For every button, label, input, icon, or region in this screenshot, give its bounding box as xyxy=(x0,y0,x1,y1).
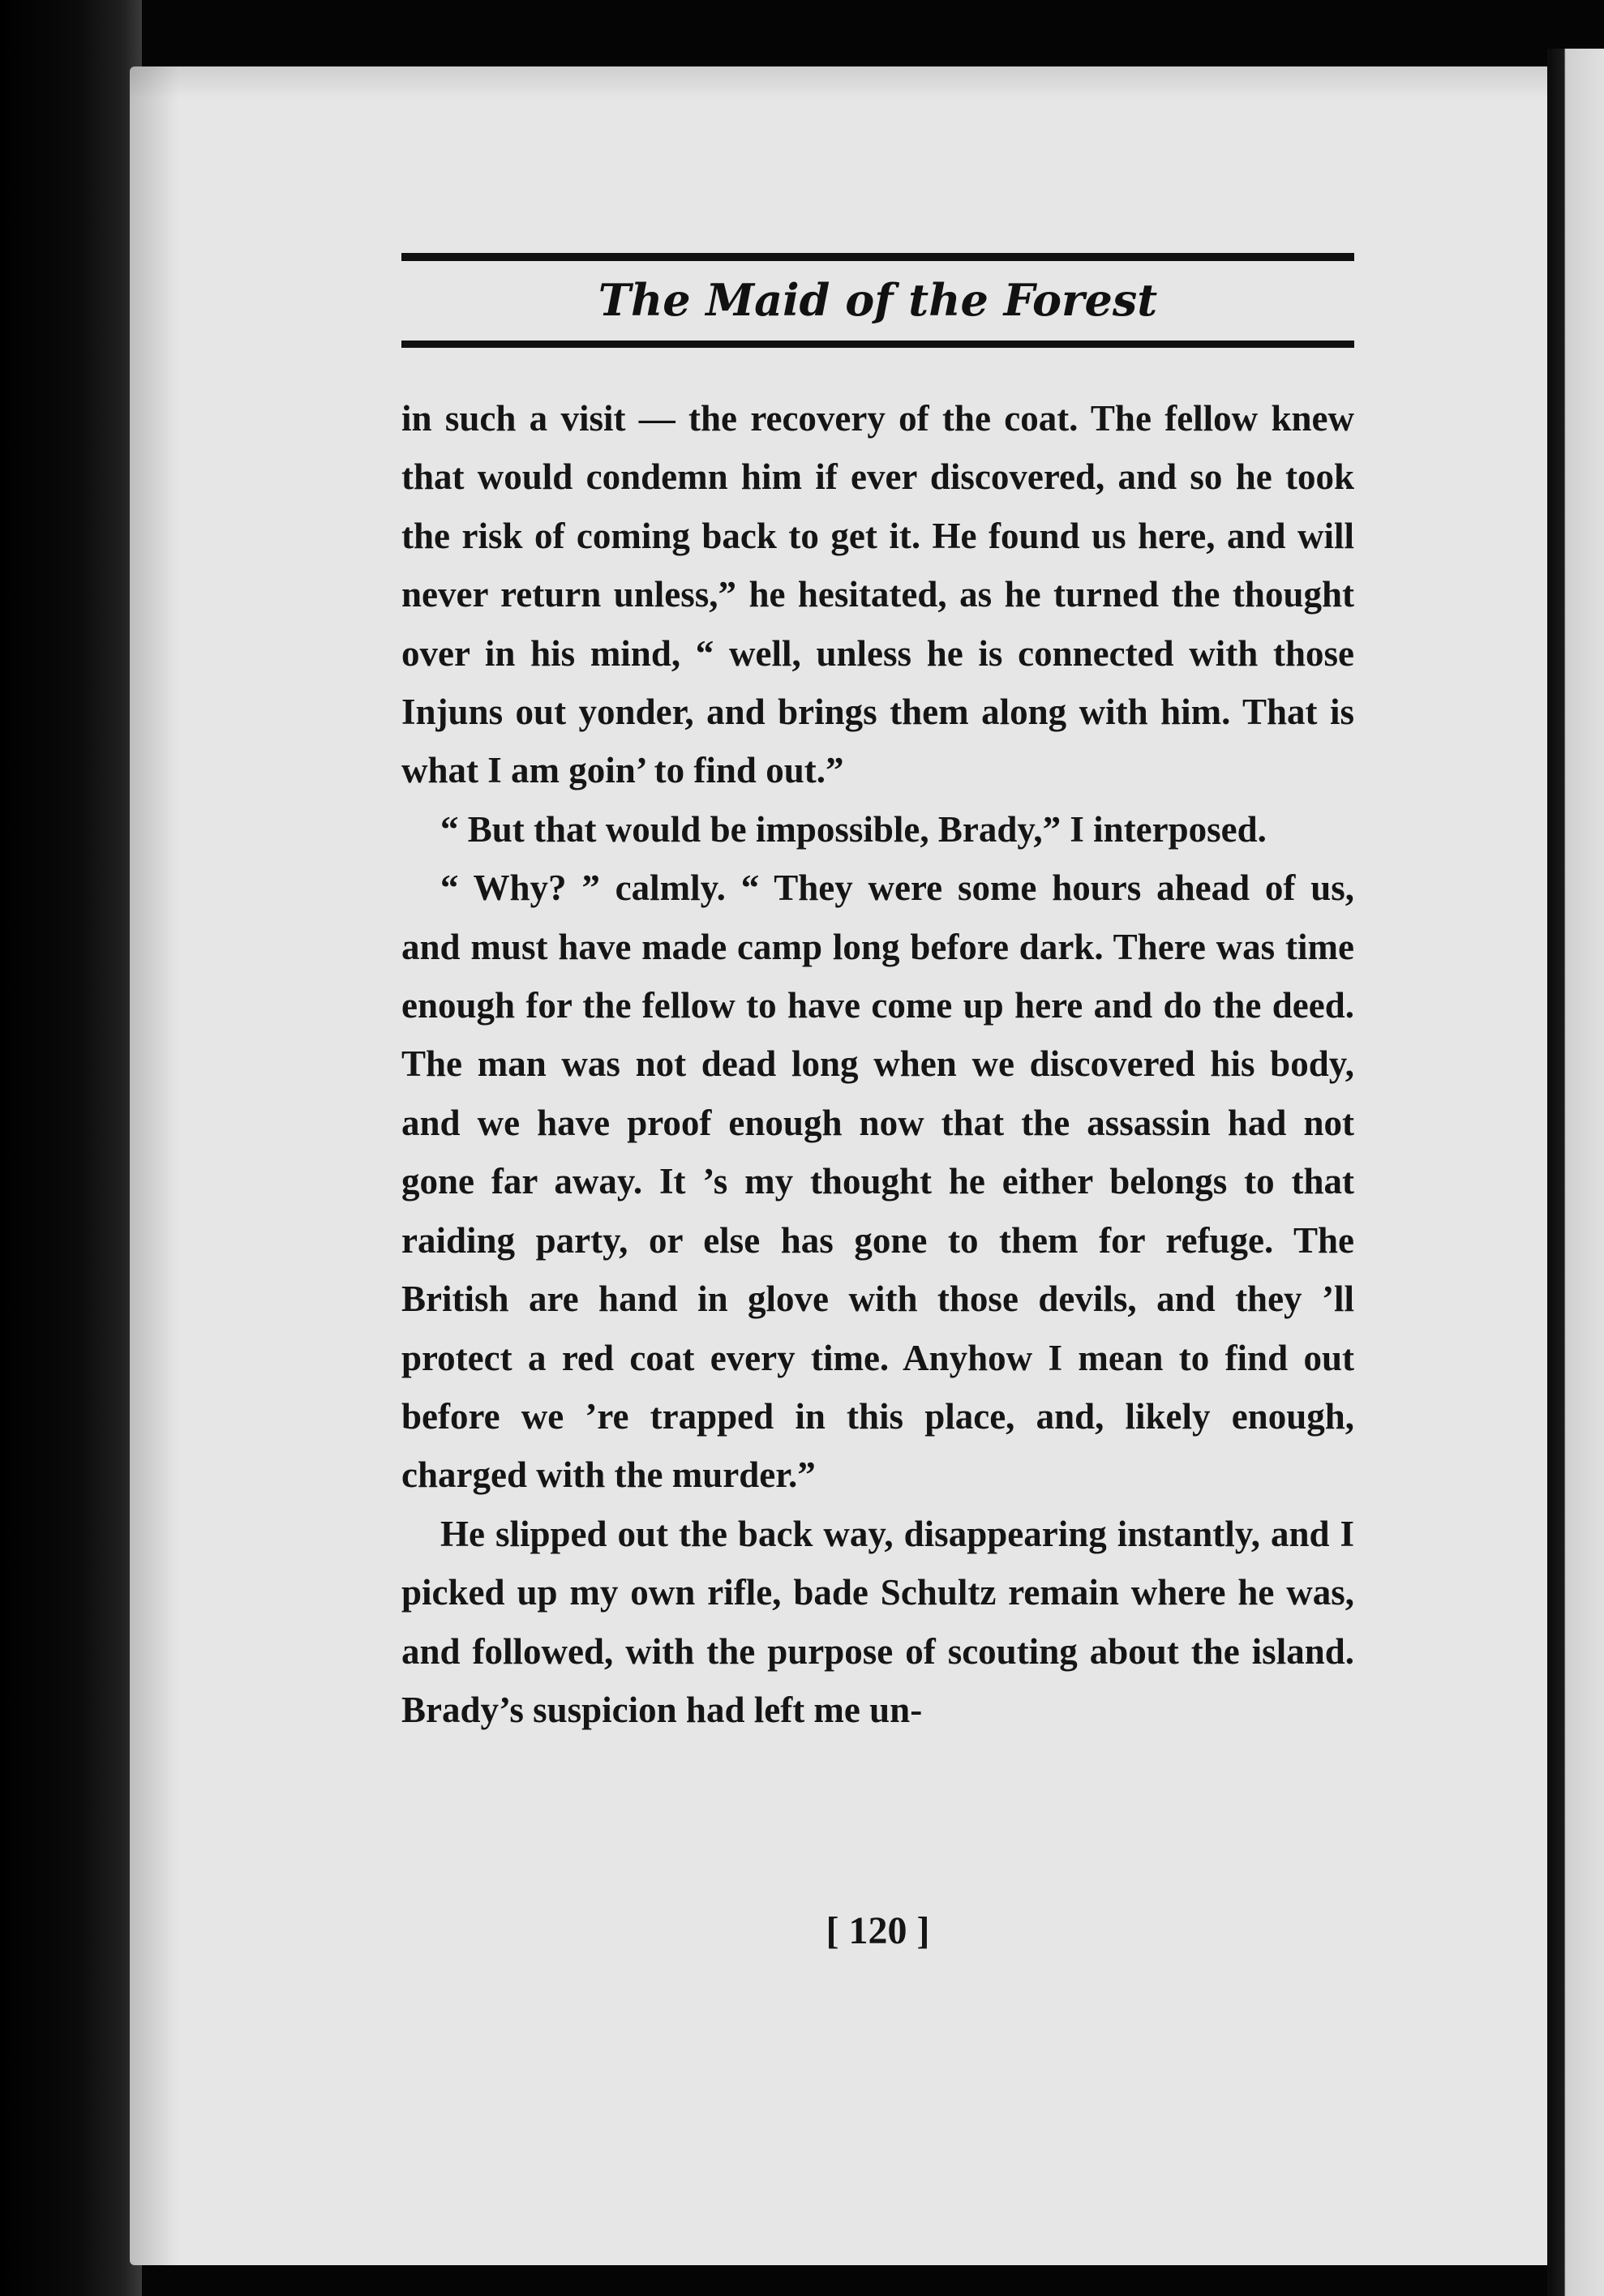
page-number: [ 120 ] xyxy=(826,1909,930,1952)
running-head: The Maid of the Forest xyxy=(598,274,1158,326)
paragraph-4: He slipped out the back way, disappearing instantly, and I picked up my own rifle, bade Schultz remain where he was, and followed, with the purpose of scouting about the island. Brady’s suspicion had left me un- xyxy=(401,1513,1354,1730)
paragraph-1: in such a visit — the recovery of the coat. The fellow knew that would condemn him if ever discovered, and so he took the risk of coming back to get it. He found us here, and will never return unless,” he hesitated, as he turned the thought over in his mind, “ well, unless he is connected with those Injuns out yonder, and brings them along with him. That is what I am goin’ to find out.” xyxy=(401,398,1354,791)
page-gutter-line xyxy=(1547,49,1552,2296)
book-binding-shadow xyxy=(0,0,142,2296)
facing-page-edge xyxy=(1547,49,1604,2296)
header-rule-bottom xyxy=(401,341,1354,348)
paragraph-3: “ Why? ” calmly. “ They were some hours ahead of us, and must have made camp long before dark. There was time enough for the fellow to have come up here and do the deed. The man was not dead long when we discovered his body, and we have proof enough now that the assassin had not gone far away. It ’s my thought he either belongs to that raiding party, or else has gone to them for refuge. The British are hand in glove with those devils, and they ’ll protect a red coat every time. Anyhow I mean to find out before we ’re trapped in this place, and, likely enough, charged with the murder.” xyxy=(401,867,1354,1496)
body-text xyxy=(401,389,1354,1739)
paragraph-2: “ But that would be impossible, Brady,” I interposed. xyxy=(440,808,1267,850)
header-rule-top xyxy=(401,253,1354,261)
